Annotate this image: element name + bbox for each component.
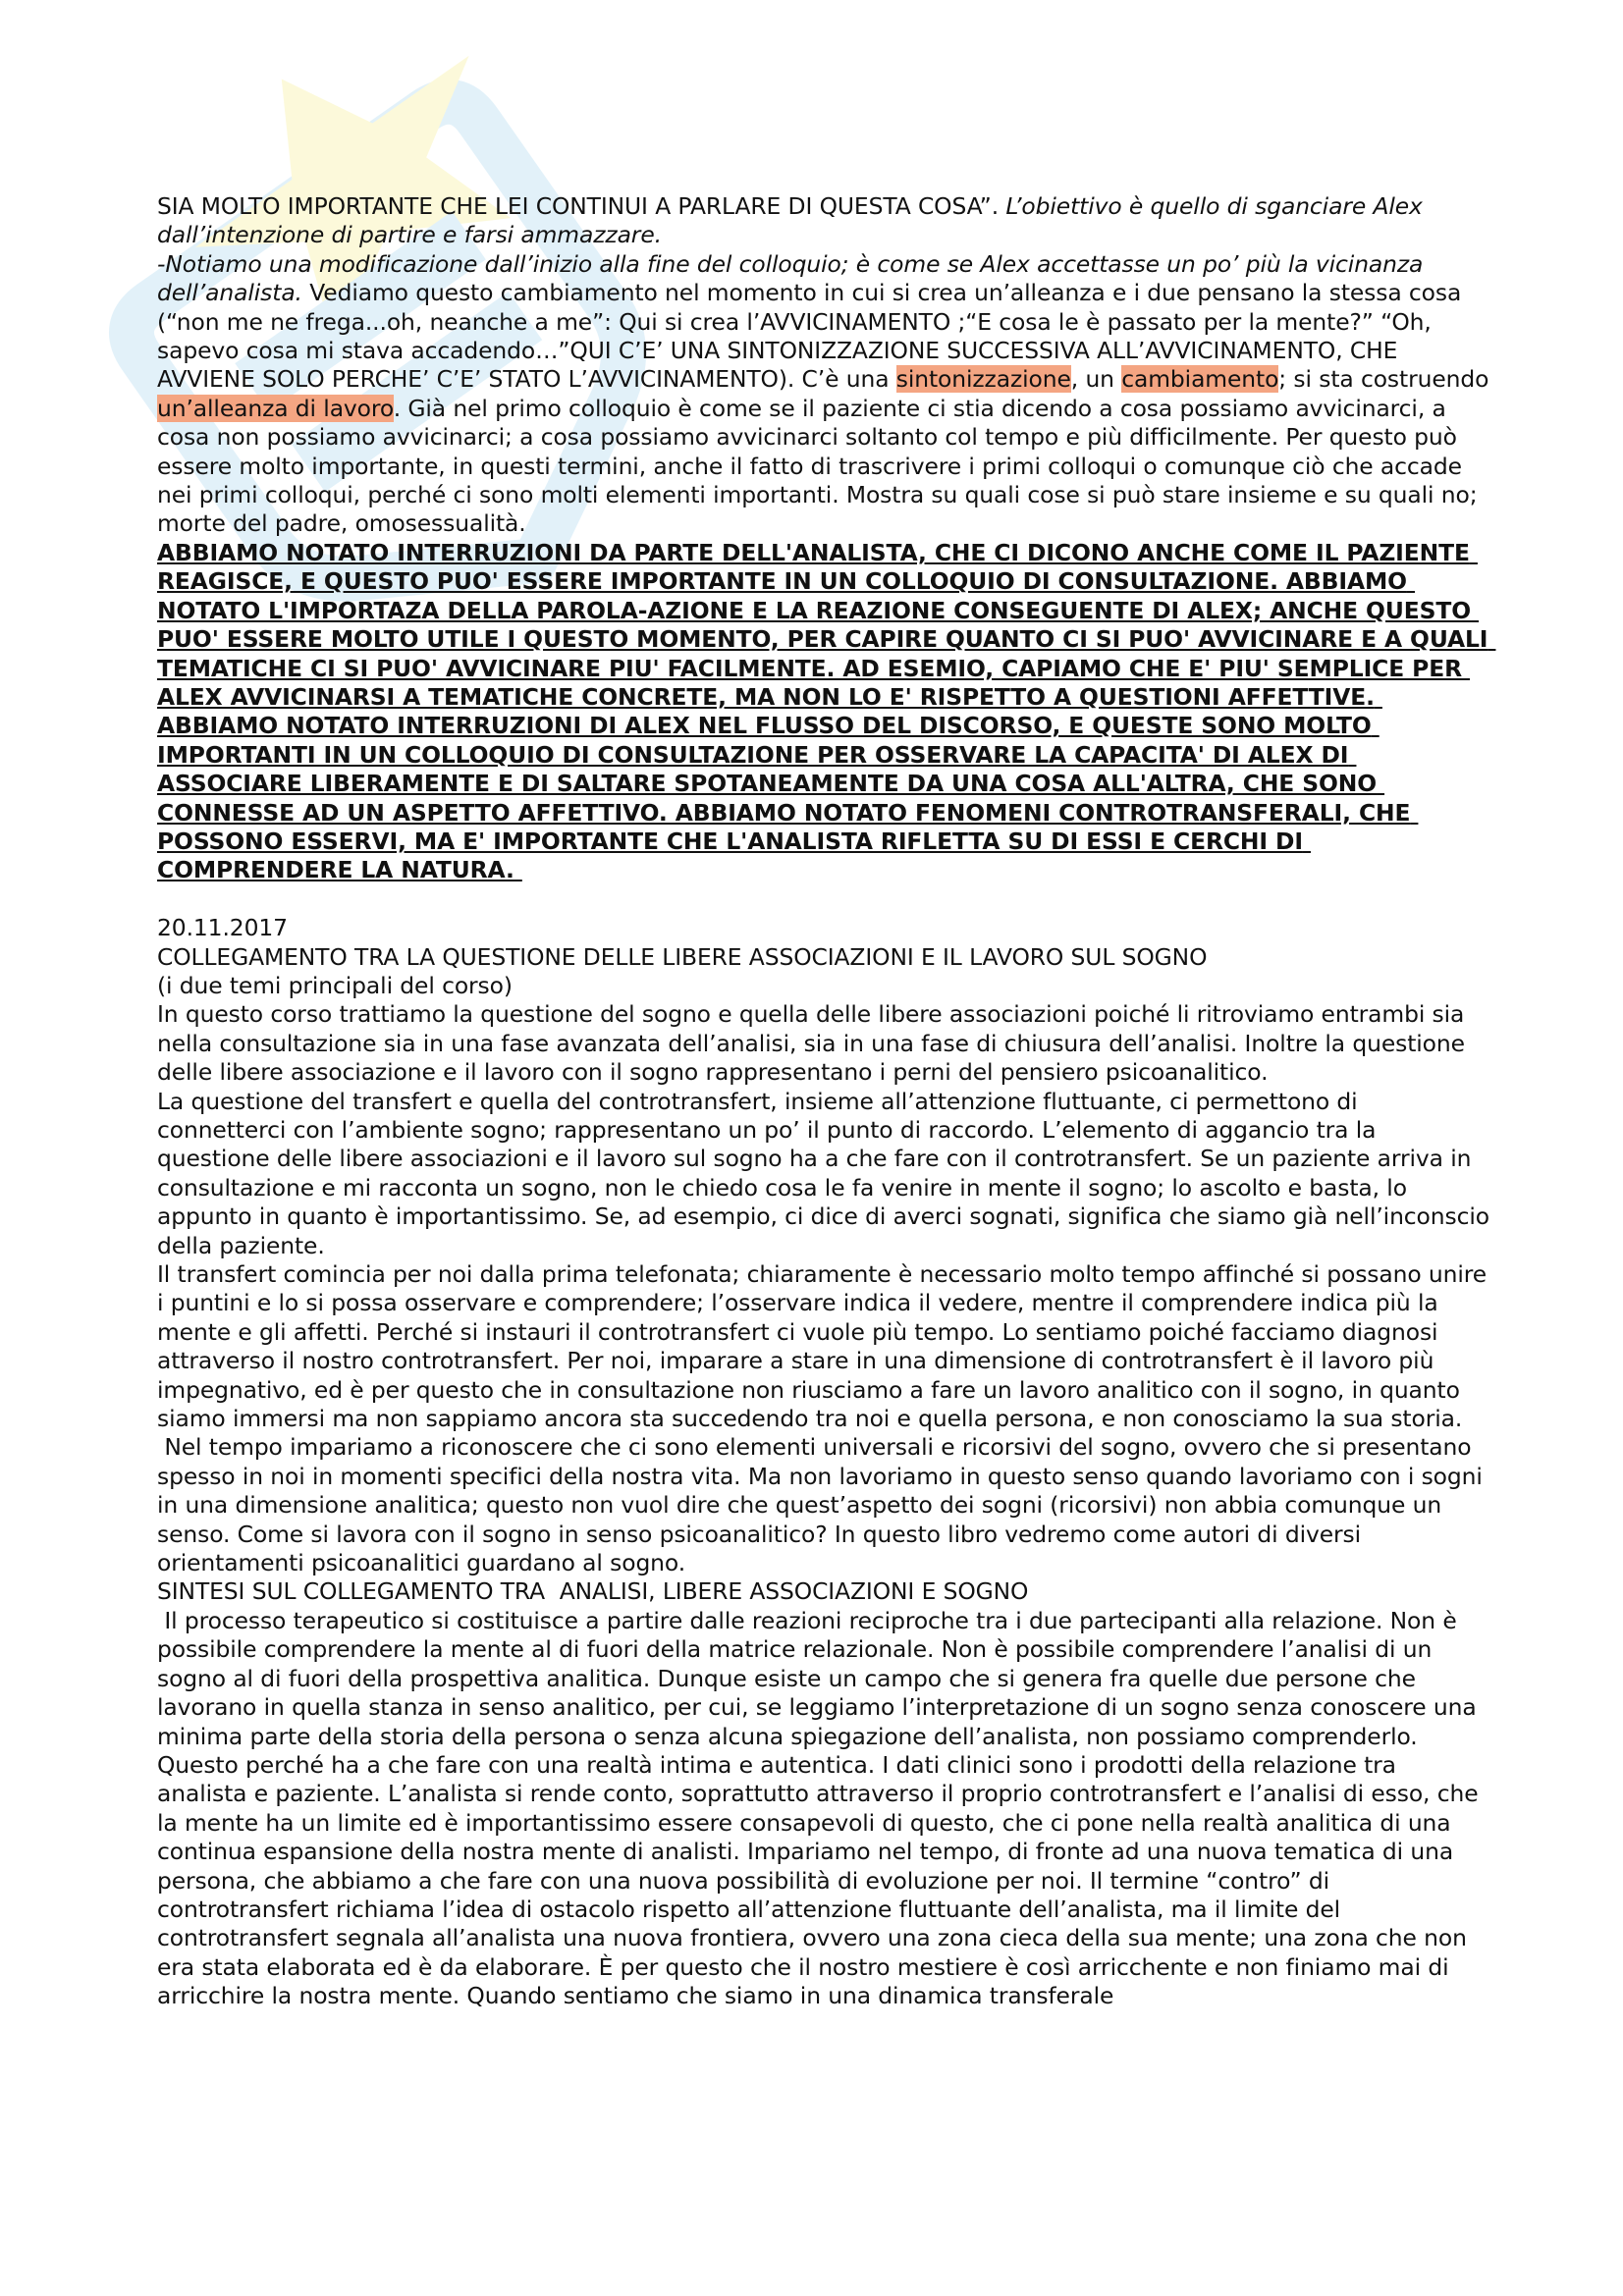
section-heading: COLLEGAMENTO TRA LA QUESTIONE DELLE LIBERE ASSOCIAZIONI E IL LAVORO SUL SOGNO (157, 942, 1208, 971)
bold-summary-block: ABBIAMO NOTATO INTERRUZIONI DA PARTE DELL'ANALISTA, CHE CI DICONO ANCHE COME IL PAZIENTE REAGISCE, E QUESTO PUO' ESSERE IMPORTANTE IN UN COLLOQUIO DI CONSULTAZIONE. ABBIAMO NOTATO L'IMPORTAZA DELLA PAROLA-AZIONE E LA REAZIONE CONSEGUENTE DI ALEX; ANCHE QUESTO PUO' ESSERE MOLTO UTILE I QUESTO MOMENTO, PER CAPIRE QUANTO CI SI PUO' AVVICINARE E A QUALI TEMATICHE CI SI PUO' AVVICINARE PIU' FACILMENTE. AD ESEMIO, CAPIAMO CHE E' PIU' SEMPLICE PER ALEX AVVICINARSI A TEMATICHE CONCRETE, MA NON LO E' RISPETTO A QUESTIONI AFFETTIVE. ABBIAMO NOTATO INTERRUZIONI DI ALEX NEL FLUSSO DEL DISCORSO, E QUESTE SONO MOLTO IMPORTANTI IN UN COLLOQUIO DI CONSULTAZIONE PER OSSERVARE LA CAPACITA' DI ALEX DI ASSOCIARE LIBERAMENTE E DI SALTARE SPOTANEAMENTE DA UNA COSA ALL'ALTRA, CHE SONO CONNESSE AD UN ASPETTO AFFETTIVO. ABBIAMO NOTATO FENOMENI CONTROTRANSFERALI, CHE POSSONO ESSERVI, MA E' IMPORTANTE CHE L'ANALISTA RIFLETTA SU DI ESSI E CERCHI DI COMPRENDERE LA NATURA. (157, 538, 1496, 884)
highlight-cambiamento: cambiamento (1121, 365, 1279, 394)
paragraph: La questione del transfert e quella del controtransfert, insieme all’attenzione fluttuante, ci permettono di connetterci con l’ambiente sogno; rappresentano un po’ il punto di raccordo. L’elemento di aggancio tra la questione delle libere associazioni e il lavoro sul sogno ha a che fare con il controtransfert. Se un paziente arriva in consultazione e mi racconta un sogno, non le chiedo cosa le fa venire in mente il sogno; lo ascolto e basta, lo appunto in quanto è importantissimo. Se, ad esempio, ci dice di averci sognati, significa che siamo già nell’inconscio della paziente. (157, 1087, 1497, 1259)
paragraph-alex-session: SIA MOLTO IMPORTANTE CHE LEI CONTINUI A PARLARE DI QUESTA COSA”. L’obiettivo è quello di sganciare Alex dall’intenzione di partire e farsi ammazzare. -Notiamo una modificazione dall’inizio alla fine del colloquio; è come se Alex accettasse un po’ più la vicinanza dell’analista. Vediamo questo cambiamento nel momento in cui si crea un’alleanza e i due pensano la stessa cosa (“non me ne frega...oh, neanche a me”: Qui si crea l’AVVICINAMENTO ;“E cosa le è passato per la mente?” “Oh, sapevo cosa mi stava accadendo…”QUI C’E’ UNA SINTONIZZAZIONE SUCCESSIVA ALL’AVVICINAMENTO, CHE AVVIENE SOLO PERCHE’ C’E’ STATO L’AVVICINAMENTO). C’è una sintonizzazione, un cambiamento; si sta costruendo un’alleanza di lavoro. Già nel primo colloquio è come se il paziente ci stia dicendo a cosa possiamo avvicinarci, a cosa non possiamo avvicinarci; a cosa possiamo avvicinarci soltanto col tempo e più difficilmente. Per questo può essere molto importante, in questi termini, anche il fatto di trascrivere i primi colloqui o comunque ciò che accade nei primi colloqui, perché ci sono molti elementi importanti. Mostra su quali cose si può stare insieme e su quali no; morte del padre, omosessualità. (157, 192, 1496, 538)
document-body (157, 192, 1497, 2011)
section-subheading: (i due temi principali del corso) (157, 971, 513, 999)
paragraph: Nel tempo impariamo a riconoscere che ci sono elementi universali e ricorsivi del sogno, ovvero che si presentano spesso in noi in momenti specifici della nostra vita. Ma non lavoriamo in questo senso quando lavoriamo con i sogni in una dimensione analitica; questo non vuol dire che quest’aspetto dei sogni (ricorsivi) non abbia comunque un senso. Come si lavora con il sogno in senso psicoanalitico? In questo libro vedremo come autori di diversi orientamenti psicoanalitici guardano al sogno. (157, 1433, 1490, 1577)
paragraph: In questo corso trattiamo la questione del sogno e quella delle libere associazioni poiché li ritroviamo entrambi sia nella consultazione sia in una fase avanzata dell’analisi, sia in una fase di chiusura dell’analisi. Inoltre la questione delle libere associazione e il lavoro con il sogno rappresentano i perni del pensiero psicoanalitico. (157, 1000, 1473, 1087)
date-heading: 20.11.2017 (157, 914, 288, 942)
paragraph: Il transfert comincia per noi dalla prima telefonata; chiaramente è necessario molto tempo affinché si possano unire i puntini e lo si possa osservare e comprendere; l’osservare indica il vedere, mentre il comprendere indica più la mente e gli affetti. Perché si instauri il controtransfert ci vuole più tempo. Lo sentiamo poiché facciamo diagnosi attraverso il nostro controtransfert. Per noi, imparare a stare in una dimensione di controtransfert è il lavoro più impegnativo, ed è per questo che in consultazione non riusciamo a fare un lavoro analitico con il sogno, in quanto siamo immersi ma non sappiamo ancora sta succedendo tra noi e quella persona, e non conosciamo la sua storia. (157, 1260, 1494, 1433)
highlight-sintonizzazione: sintonizzazione (895, 365, 1071, 394)
summary-heading: SINTESI SUL COLLEGAMENTO TRA ANALISI, LIBERE ASSOCIAZIONI E SOGNO (157, 1577, 1029, 1606)
highlight-alleanza: un’alleanza di lavoro (157, 394, 394, 422)
paragraph: Il processo terapeutico si costituisce a partire dalle reazioni reciproche tra i due partecipanti alla relazione. Non è possibile comprendere la mente al di fuori della matrice relazionale. Non è possibile comprendere l’analisi di un sogno al di fuori della prospettiva analitica. Dunque esiste un campo che si genera fra quelle due persone che lavorano in quella stanza in senso analitico, per cui, se leggiamo l’interpretazione di un sogno senza conoscere una minima parte della storia della persona o senza alcuna spiegazione dell’analista, non possiamo comprenderlo. Questo perché ha a che fare con una realtà intima e autentica. I dati clinici sono i prodotti della relazione tra analista e paziente. L’analista si rende conto, soprattutto attraverso il proprio controtransfert e l’analisi di esso, che la mente ha un limite ed è importantissimo essere consapevoli di questo, che ci pone nella realtà analitica di una continua espansione della nostra mente di analisti. Impariamo nel tempo, di fronte ad una nuova tematica di una persona, che abbiamo a che fare con una nuova possibilità di evoluzione per noi. Il termine “contro” di controtransfert richiama l’idea di ostacolo rispetto all’attenzione fluttuante dell’analista, ma il limite del controtransfert segnala all’analista una nuova frontiera, ovvero una zona cieca della sua mente; una zona che non era stata elaborata ed è da elaborare. È per questo che il nostro mestiere è così arricchente e non finiamo mai di arricchire la nostra mente. Quando sentiamo che siamo in una dinamica transferale (157, 1606, 1486, 2010)
